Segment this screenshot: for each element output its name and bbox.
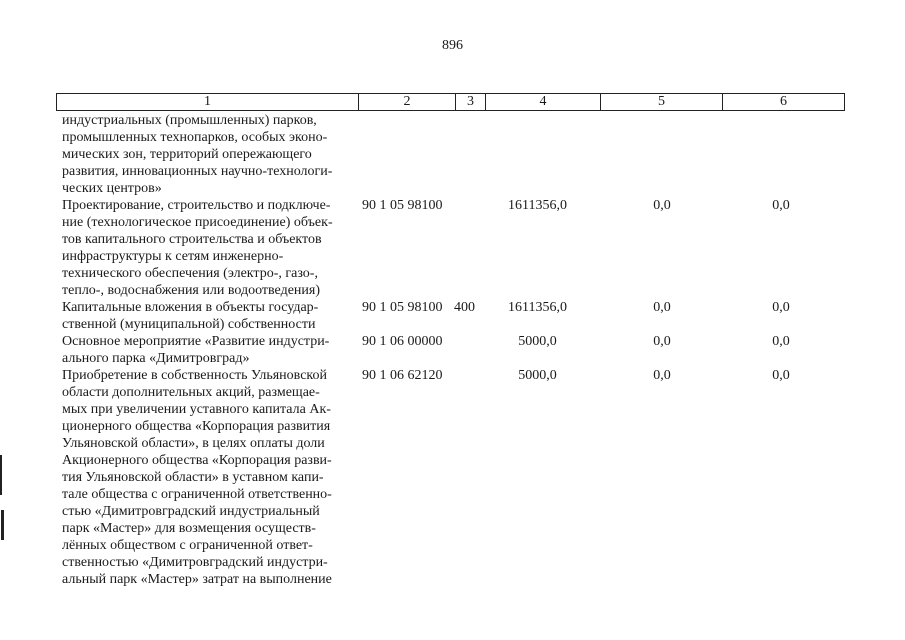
row-value-5: 0,0 (653, 334, 671, 349)
row-description (62, 112, 353, 197)
description-line: тов капитального строительства и объектов (62, 232, 322, 247)
row-value-5: 0,0 (653, 300, 671, 315)
header-col-5: 5 (601, 94, 723, 110)
row-value-5: 0,0 (653, 198, 671, 213)
header-col-3: 3 (456, 94, 486, 110)
header-col-2: 2 (359, 94, 456, 110)
description-line: технического обеспечения (электро-, газо-, (62, 266, 318, 281)
row-value-4 (480, 112, 595, 197)
description-line: промышленных технопарков, особых эконо- (62, 130, 328, 145)
row-description (62, 299, 353, 333)
row-value-5 (595, 112, 717, 197)
row-code: 90 1 06 62120 (362, 368, 443, 383)
description-line: ние (технологическое присоединение) объек- (62, 215, 333, 230)
description-line: альный парк «Мастер» затрат на выполнение (62, 572, 332, 587)
row-description (62, 333, 353, 367)
row-value-4: 1611356,0 (508, 198, 567, 213)
table-row (62, 112, 845, 197)
row-code (353, 112, 450, 197)
description-line: ального парка «Димитровград» (62, 351, 250, 366)
description-line: стью «Димитровградский индустриальный (62, 504, 320, 519)
description-line: Капитальные вложения в объекты государ- (62, 300, 319, 315)
description-line: Основное мероприятие «Развитие индустри- (62, 334, 330, 349)
row-value-4: 5000,0 (518, 368, 557, 383)
row-description (62, 367, 353, 588)
row-type (450, 112, 480, 197)
row-value-6: 0,0 (772, 300, 790, 315)
header-col-6: 6 (780, 94, 787, 109)
scan-edge-mark (1, 510, 4, 540)
description-line: Проектирование, строительство и подключе- (62, 198, 331, 213)
header-col-4: 4 (486, 94, 601, 110)
row-code: 90 1 05 98100 (362, 198, 443, 213)
description-line: лённых обществом с ограниченной ответ- (62, 538, 313, 553)
row-code: 90 1 05 98100 (362, 300, 443, 315)
table-body (62, 112, 845, 588)
description-line: Акционерного общества «Корпорация разви- (62, 453, 332, 468)
row-value-4: 1611356,0 (508, 300, 567, 315)
row-description (62, 197, 353, 299)
scan-edge-mark (0, 455, 2, 495)
description-line: тале общества с ограниченной ответственно- (62, 487, 332, 502)
page-number: 896 (442, 38, 463, 53)
row-type (450, 197, 480, 299)
header-col-1: 1 (57, 94, 359, 110)
row-value-6: 0,0 (772, 368, 790, 383)
description-line: тия Ульяновской области» в уставном капи- (62, 470, 324, 485)
table-row (62, 299, 845, 333)
description-line: парк «Мастер» для возмещения осуществ- (62, 521, 316, 536)
description-line: ческих центров» (62, 181, 162, 196)
description-line: ционерного общества «Корпорация развития (62, 419, 331, 434)
description-line: Приобретение в собственность Ульяновской (62, 368, 328, 383)
row-value-4: 5000,0 (518, 334, 557, 349)
description-line: мых при увеличении уставного капитала Ак- (62, 402, 331, 417)
row-type: 400 (454, 300, 475, 315)
description-line: Ульяновской области», в целях оплаты доли (62, 436, 325, 451)
description-line: ственной (муниципальной) собственности (62, 317, 316, 332)
description-line: мических зон, территорий опережающего (62, 147, 312, 162)
table-row (62, 367, 845, 588)
row-type (450, 333, 480, 367)
description-line: развития, инновационных научно-технологи- (62, 164, 333, 179)
description-line: инфраструктуры к сетям инженерно- (62, 249, 284, 264)
description-line: ственностью «Димитровградский индустри- (62, 555, 328, 570)
row-code: 90 1 06 00000 (362, 334, 443, 349)
row-value-6: 0,0 (772, 334, 790, 349)
row-type (450, 367, 480, 588)
table-header (56, 93, 845, 111)
row-value-6: 0,0 (772, 198, 790, 213)
table-row (62, 333, 845, 367)
row-value-6 (717, 112, 845, 197)
description-line: тепло-, водоснабжения или водоотведения) (62, 283, 320, 298)
table-row (62, 197, 845, 299)
row-value-5: 0,0 (653, 368, 671, 383)
description-line: индустриальных (промышленных) парков, (62, 113, 317, 128)
description-line: области дополнительных акций, размещае- (62, 385, 320, 400)
